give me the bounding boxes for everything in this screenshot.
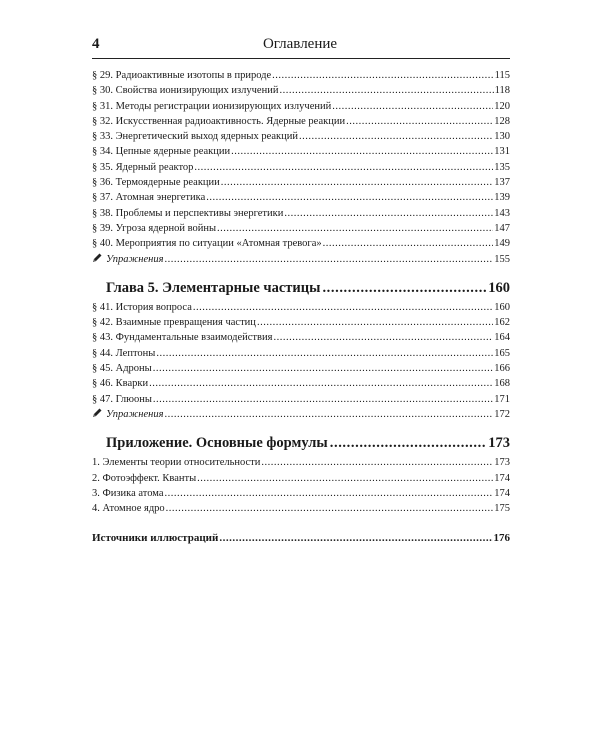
appendix-heading[interactable] xyxy=(92,434,510,452)
toc-entry-title: § 40. Мероприятия по ситуации «Атомная тревога» xyxy=(92,238,322,250)
toc-entry-page: 130 xyxy=(494,131,510,143)
toc-entry-title: § 37. Атомная энергетика xyxy=(92,192,206,204)
dot-leader xyxy=(257,315,493,330)
toc-entry-title: § 33. Энергетический выход ядерных реакций xyxy=(92,131,299,143)
toc-entry[interactable] xyxy=(92,486,510,501)
toc-entry-title: 4. Атомное ядро xyxy=(92,503,165,515)
dot-leader xyxy=(323,236,494,251)
toc-entry-title: § 38. Проблемы и перспективы энергетики xyxy=(92,207,284,219)
toc-entry-page: 149 xyxy=(494,238,510,250)
appendix-title: Приложение. Основные формулы xyxy=(106,435,328,452)
toc-entry[interactable] xyxy=(92,300,510,315)
toc-entry-page: 174 xyxy=(494,472,510,484)
toc-entry[interactable] xyxy=(92,471,510,486)
toc-entry-title: § 35. Ядерный реактор xyxy=(92,161,194,173)
toc-entry-page: 173 xyxy=(494,457,510,469)
toc-entry[interactable] xyxy=(92,315,510,330)
dot-leader xyxy=(330,434,487,452)
toc-entry-page: 147 xyxy=(494,222,510,234)
dot-leader xyxy=(149,376,493,391)
toc-entry-title: § 39. Угроза ядерной войны xyxy=(92,222,217,234)
toc-entry-page: 162 xyxy=(494,317,510,329)
toc-entry-title: § 42. Взаимные превращения частиц xyxy=(92,317,256,329)
toc-entry-page: 128 xyxy=(494,115,510,127)
section-a-list xyxy=(92,68,510,267)
toc-entry[interactable] xyxy=(92,114,510,129)
chapter-title: Глава 5. Элементарные частицы xyxy=(106,279,321,296)
dot-leader xyxy=(284,206,493,221)
toc-entry[interactable] xyxy=(92,68,510,83)
dot-leader xyxy=(165,252,494,267)
toc-entry[interactable] xyxy=(92,346,510,361)
toc-entry-title: 3. Физика атома xyxy=(92,487,164,499)
toc-entry-page: 137 xyxy=(494,177,510,189)
dot-leader xyxy=(261,455,493,470)
toc-entry-page: 166 xyxy=(494,363,510,375)
toc-entry-page: 168 xyxy=(494,378,510,390)
toc-entry-page: 160 xyxy=(494,301,510,313)
toc-exercises-entry[interactable] xyxy=(92,407,510,422)
toc-entry-page: 155 xyxy=(494,253,510,265)
sources-title: Источники иллюстраций xyxy=(92,532,219,545)
toc-entry[interactable] xyxy=(92,361,510,376)
dot-leader xyxy=(197,471,493,486)
toc-entry-title: § 32. Искусственная радиоактивность. Ядерные реакции xyxy=(92,115,346,127)
dot-leader xyxy=(217,221,493,236)
toc-entry-title: § 30. Свойства ионизирующих излучений xyxy=(92,85,279,97)
toc-entry[interactable] xyxy=(92,330,510,345)
toc-entry[interactable] xyxy=(92,190,510,205)
toc-entry[interactable] xyxy=(92,175,510,190)
table-of-contents xyxy=(92,68,510,546)
toc-entry-title: § 31. Методы регистрации ионизирующих излучений xyxy=(92,100,332,112)
toc-entry-page: 165 xyxy=(494,347,510,359)
toc-entry[interactable] xyxy=(92,236,510,251)
chapter-page: 160 xyxy=(488,279,510,296)
header-rule xyxy=(92,58,510,59)
toc-entry[interactable] xyxy=(92,455,510,470)
toc-entry[interactable] xyxy=(92,206,510,221)
dot-leader xyxy=(272,68,493,83)
toc-entry-page: 135 xyxy=(494,161,510,173)
toc-entry-title: § 44. Лептоны xyxy=(92,347,156,359)
dot-leader xyxy=(165,407,494,422)
page-number: 4 xyxy=(92,36,100,52)
toc-entry[interactable] xyxy=(92,99,510,114)
pencil-icon xyxy=(92,253,102,263)
dot-leader xyxy=(194,160,493,175)
toc-entry-page: 143 xyxy=(494,207,510,219)
toc-entry[interactable] xyxy=(92,83,510,98)
dot-leader xyxy=(279,83,493,98)
pencil-icon xyxy=(92,408,102,418)
toc-entry[interactable] xyxy=(92,501,510,516)
toc-entry-page: 174 xyxy=(494,487,510,499)
dot-leader xyxy=(273,330,493,345)
appendix-page: 173 xyxy=(488,435,510,452)
exercises-label: Упражнения xyxy=(106,253,164,265)
dot-leader xyxy=(322,279,486,297)
dot-leader xyxy=(221,175,493,190)
toc-entry-page: 164 xyxy=(494,332,510,344)
toc-entry[interactable] xyxy=(92,392,510,407)
toc-entry-title: 1. Элементы теории относительности xyxy=(92,457,261,469)
dot-leader xyxy=(165,486,494,501)
toc-entry-page: 172 xyxy=(494,408,510,420)
toc-entry-page: 131 xyxy=(494,146,510,158)
toc-entry-page: 139 xyxy=(494,192,510,204)
toc-entry[interactable] xyxy=(92,144,510,159)
section-c-list xyxy=(92,455,510,516)
dot-leader xyxy=(299,129,493,144)
toc-entry-page: 118 xyxy=(494,85,510,97)
toc-entry[interactable] xyxy=(92,221,510,236)
toc-entry-page: 115 xyxy=(494,70,510,81)
toc-entry[interactable] xyxy=(92,129,510,144)
dot-leader xyxy=(206,190,493,205)
toc-entry-title: § 34. Цепные ядерные реакции xyxy=(92,146,231,158)
exercises-label: Упражнения xyxy=(106,408,164,420)
toc-entry-page: 175 xyxy=(494,503,510,515)
toc-entry[interactable] xyxy=(92,376,510,391)
toc-exercises-entry[interactable] xyxy=(92,252,510,267)
toc-entry-title: § 36. Термоядерные реакции xyxy=(92,177,220,189)
dot-leader xyxy=(219,530,492,546)
toc-entry-page: 171 xyxy=(494,393,510,405)
dot-leader xyxy=(346,114,493,129)
toc-entry-title: § 43. Фундаментальные взаимодействия xyxy=(92,332,273,344)
dot-leader xyxy=(231,144,493,159)
dot-leader xyxy=(153,361,494,376)
running-head: Оглавление xyxy=(262,36,338,52)
toc-entry-title: § 29. Радиоактивные изотопы в природе xyxy=(92,70,272,81)
dot-leader xyxy=(156,346,493,361)
chapter-heading[interactable] xyxy=(92,279,510,297)
dot-leader xyxy=(166,501,494,516)
dot-leader xyxy=(153,392,493,407)
toc-entry-title: § 47. Глюоны xyxy=(92,393,152,405)
toc-entry-title: 2. Фотоэффект. Кванты xyxy=(92,472,197,484)
dot-leader xyxy=(332,99,493,114)
dot-leader xyxy=(193,300,493,315)
toc-entry[interactable] xyxy=(92,160,510,175)
toc-entry-page: 120 xyxy=(494,100,510,112)
section-b-list xyxy=(92,300,510,422)
toc-entry-title: § 46. Кварки xyxy=(92,378,149,390)
toc-entry-title: § 41. История вопроса xyxy=(92,301,192,313)
sources-page: 176 xyxy=(493,532,510,545)
toc-entry-title: § 45. Адроны xyxy=(92,363,152,375)
sources-entry[interactable] xyxy=(92,530,510,546)
